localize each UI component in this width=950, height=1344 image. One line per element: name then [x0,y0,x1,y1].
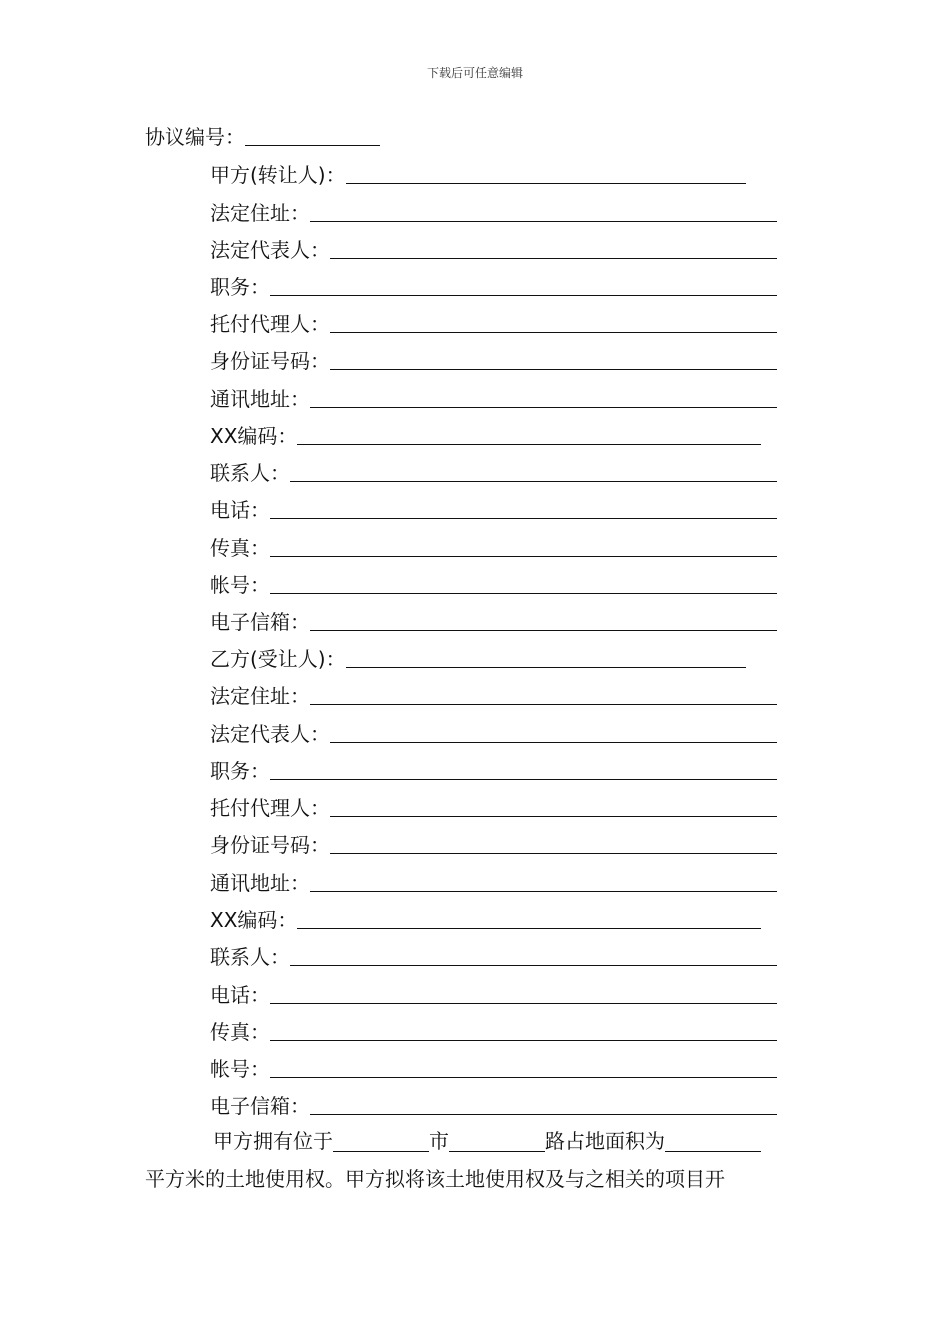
party-b-field-label: 身份证号码： [210,833,330,857]
party-a-field-row [210,568,777,598]
party-a-field-label: 联系人： [210,461,290,485]
party-a-field-label: 通讯地址： [210,387,310,411]
party-a-email-field[interactable] [310,608,777,631]
party-a-field-row [210,605,777,635]
party-b-field-label: 托付代理人： [210,796,330,820]
party-a-position-field[interactable] [270,273,777,296]
city-blank[interactable] [333,1129,429,1152]
party-a-field-row [210,456,777,486]
party-a-field-row [210,270,777,300]
party-b-email-field[interactable] [310,1092,777,1115]
party-a-field-label: 电子信箱： [210,610,310,634]
party-b-legal-rep-field[interactable] [330,720,777,743]
party-a-field-label: 电话： [210,498,270,522]
paragraph-line-1 [145,1126,807,1156]
party-a-field-label: XX编码： [210,424,298,448]
party-b-field-label: 联系人： [210,945,290,969]
paragraph-text-1: 甲方拥有位于 [213,1129,333,1153]
party-a-name-field[interactable] [346,161,746,184]
party-b-field-row [210,1052,777,1082]
party-b-field-label: 职务： [210,759,270,783]
party-b-field-row [210,1015,777,1045]
party-b-field-row [210,754,777,784]
party-b-field-row [210,828,777,858]
party-a-fax-field[interactable] [270,534,777,557]
party-b-phone-field[interactable] [270,981,777,1004]
party-b-field-row [210,679,777,709]
party-b-field-label: 电子信箱： [210,1094,310,1118]
party-a-field-row [210,344,777,374]
party-b-position-field[interactable] [270,757,777,780]
party-a-title-row [210,158,746,188]
party-b-contact-field[interactable] [290,943,777,966]
party-a-field-label: 法定住址： [210,201,310,225]
paragraph-line-2 [145,1164,807,1194]
party-a-legal-rep-field[interactable] [330,236,777,259]
party-b-field-label: 帐号： [210,1057,270,1081]
party-b-agent-field[interactable] [330,794,777,817]
party-b-field-row [210,978,777,1008]
party-a-field-label: 传真： [210,536,270,560]
party-a-mail-address-field[interactable] [310,385,777,408]
party-b-title-row [210,642,746,672]
agreement-number-label: 协议编号： [145,125,245,149]
agreement-number-field[interactable] [245,123,380,146]
party-b-field-row [210,866,777,896]
party-b-field-label: 传真： [210,1020,270,1044]
party-b-id-number-field[interactable] [330,831,777,854]
party-a-field-label: 法定代表人： [210,238,330,262]
party-b-mail-address-field[interactable] [310,869,777,892]
party-a-address-field[interactable] [310,199,777,222]
party-b-fax-field[interactable] [270,1018,777,1041]
party-a-field-label: 托付代理人： [210,312,330,336]
party-a-title: 甲方(转让人)： [210,163,346,187]
paragraph-text-2: 市 [429,1129,449,1153]
party-a-field-row [210,493,777,523]
party-a-field-label: 身份证号码： [210,349,330,373]
paragraph-text-line-2: 平方米的土地使用权。甲方拟将该土地使用权及与之相关的项目开 [145,1167,725,1191]
party-a-field-row [210,233,777,263]
party-a-agent-field[interactable] [330,310,777,333]
party-a-field-row [210,382,777,412]
party-a-id-number-field[interactable] [330,347,777,370]
road-blank[interactable] [449,1129,545,1152]
party-b-field-label: 法定住址： [210,684,310,708]
party-b-account-field[interactable] [270,1055,777,1078]
party-b-field-row [210,1089,777,1119]
agreement-number-row [145,120,380,150]
party-a-contact-field[interactable] [290,459,777,482]
party-b-address-field[interactable] [310,682,777,705]
party-a-field-label: 帐号： [210,573,270,597]
party-a-field-row [210,196,777,226]
header-note: 下载后可任意编辑 [426,66,523,80]
party-a-postcode-field[interactable] [297,422,761,445]
party-b-field-label: 通讯地址： [210,871,310,895]
area-blank[interactable] [665,1129,761,1152]
party-a-field-label: 职务： [210,275,270,299]
party-b-field-label: XX编码： [210,908,298,932]
party-a-account-field[interactable] [270,571,777,594]
party-b-field-row [210,791,777,821]
party-a-field-row [210,531,777,561]
party-b-field-label: 法定代表人： [210,722,330,746]
party-a-phone-field[interactable] [270,496,777,519]
party-b-field-row [210,940,777,970]
party-b-title: 乙方(受让人)： [210,647,346,671]
party-b-field-label: 电话： [210,983,270,1007]
party-a-field-row [210,307,777,337]
party-b-name-field[interactable] [346,645,746,668]
paragraph-text-3: 路占地面积为 [545,1129,665,1153]
party-a-field-row [210,419,761,449]
party-b-field-row [210,717,777,747]
party-b-postcode-field[interactable] [297,906,761,929]
party-b-field-row [210,903,761,933]
